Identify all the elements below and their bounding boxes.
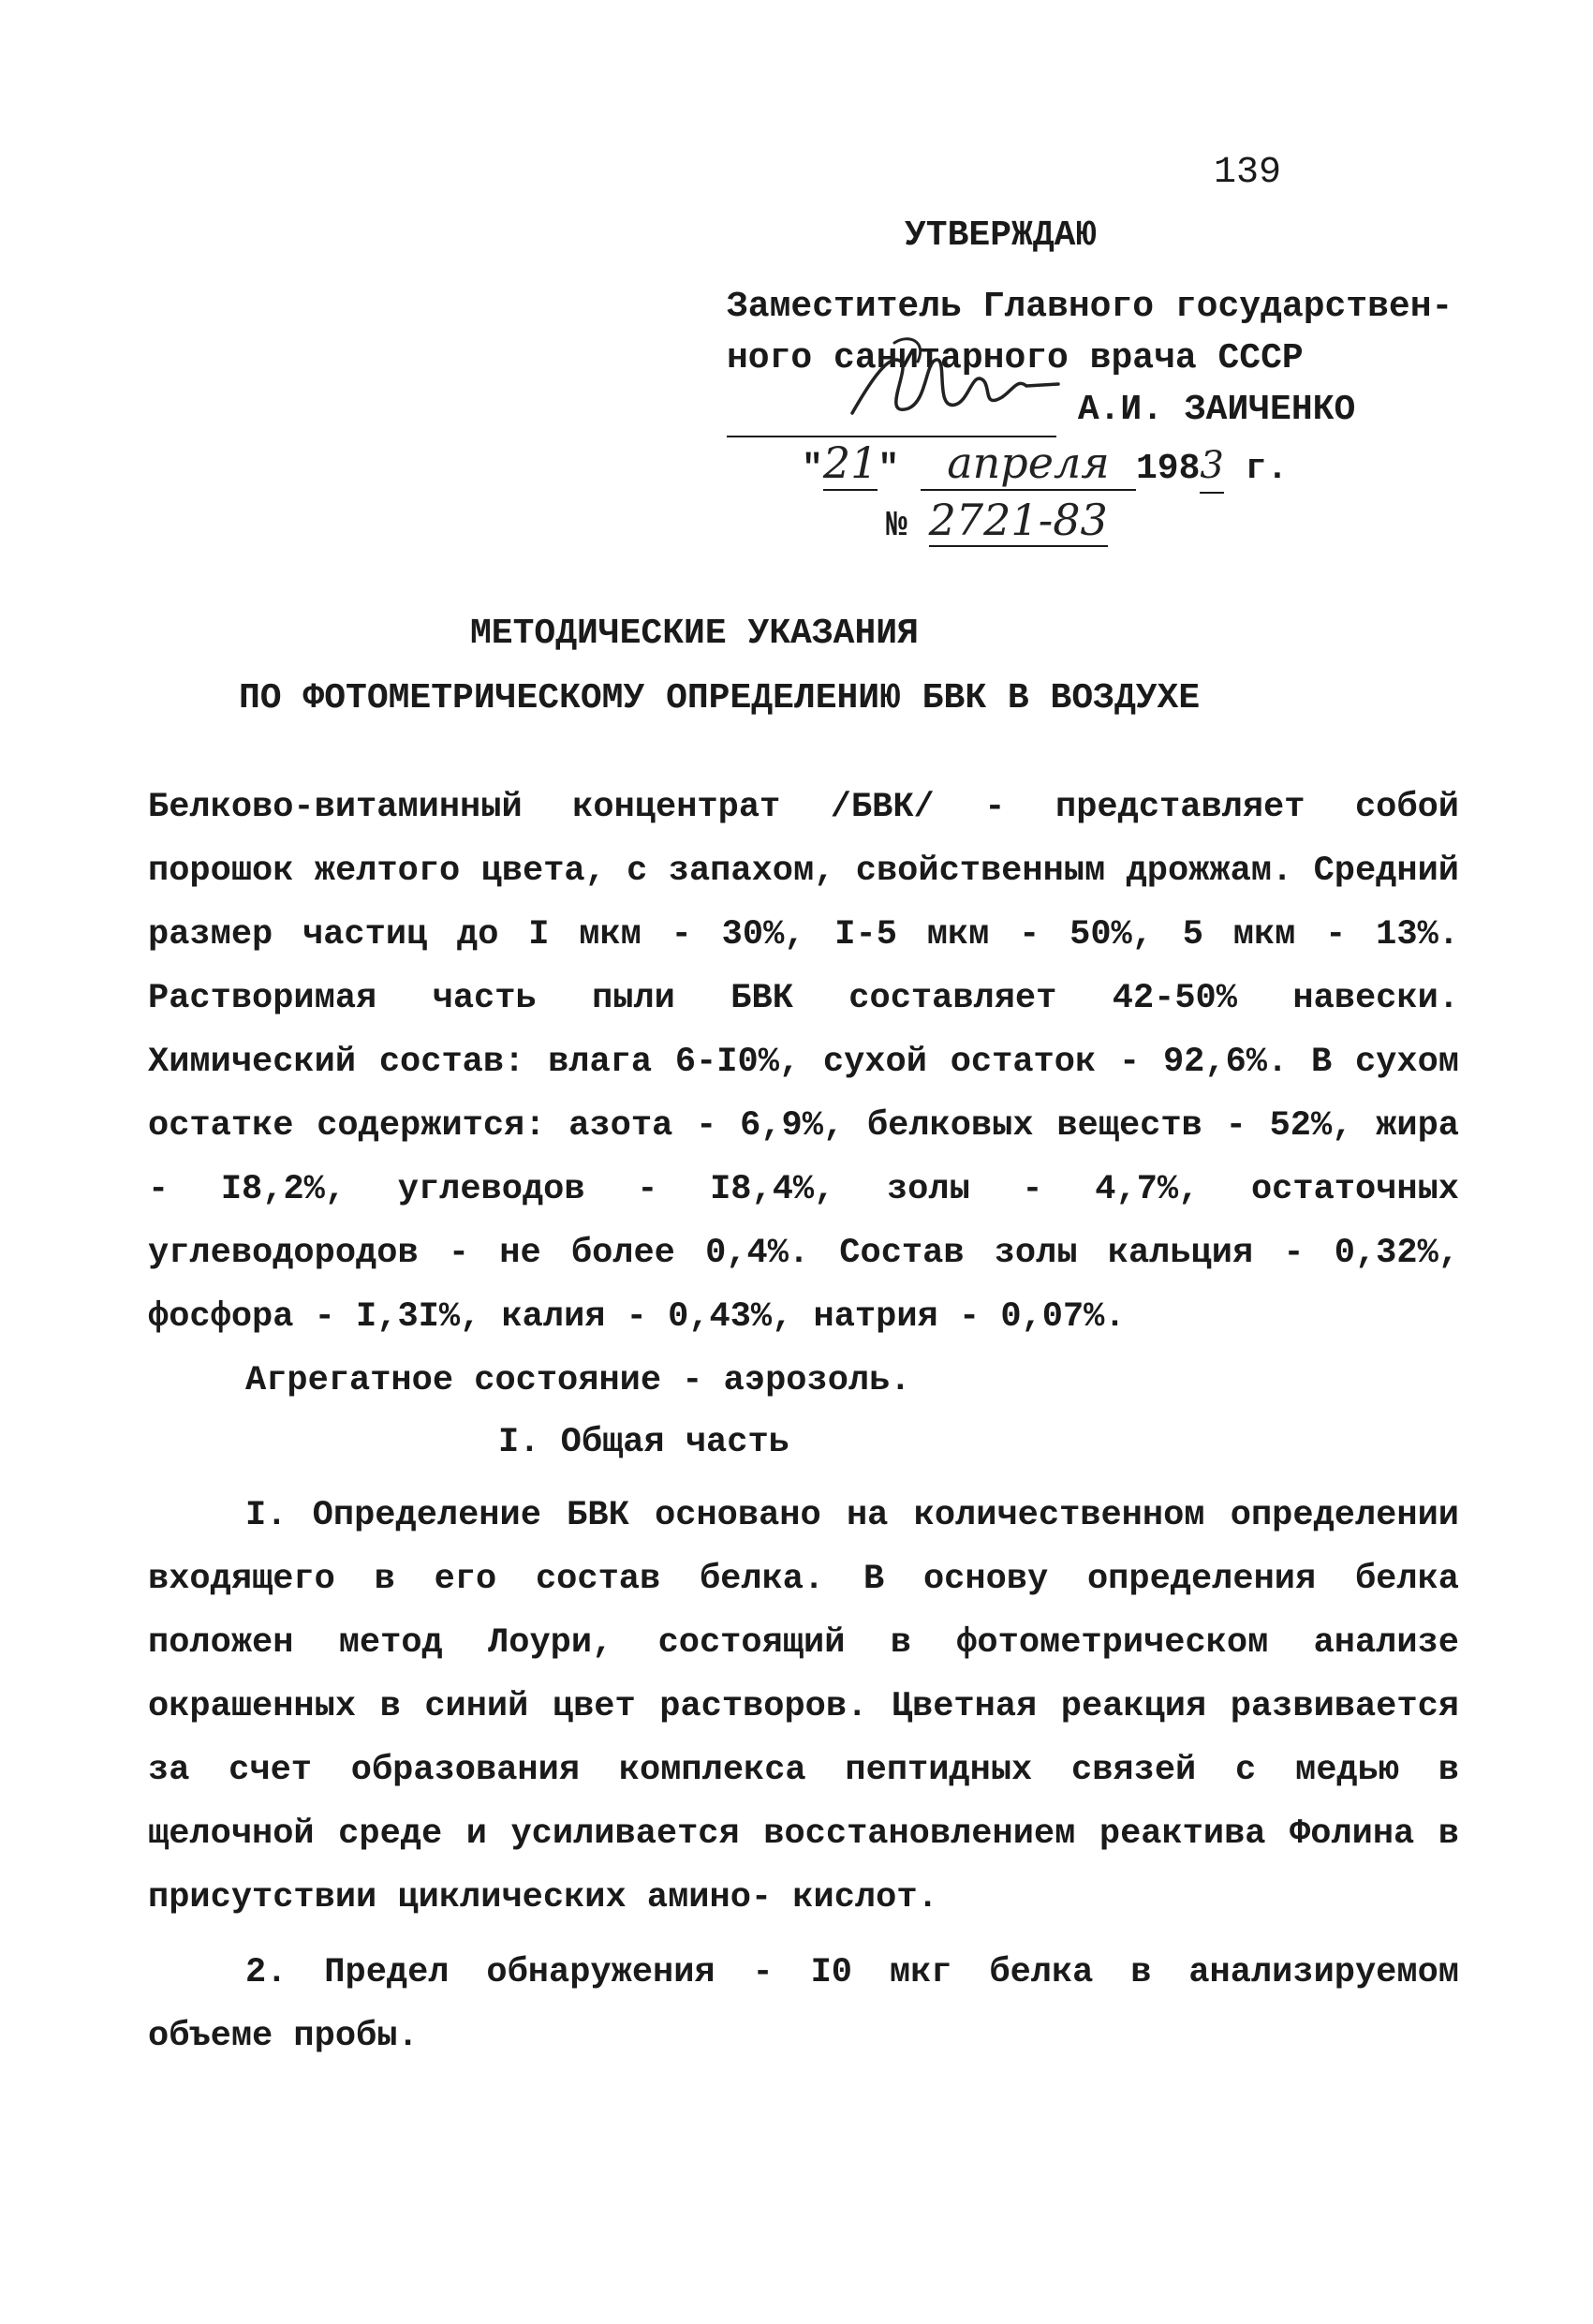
date-month: апреля	[921, 437, 1136, 491]
number-label: №	[886, 506, 907, 546]
section-item-2: 2. Предел обнаружения - I0 мкг белка в анализируемом объеме пробы.	[148, 1953, 1459, 2056]
signature-line	[727, 384, 1438, 437]
intro-paragraph: Белково-витаминный концентрат /БВК/ - представляет собой порошок желтого цвета, с запахом, свойственным дрожжам. Средний размер частиц до I мкм - 30%, I-5 мкм - 50%, 5 мкм - 13%. Растворимая часть пыли БВК составляет 42-50% навески. Химический состав: влага 6-I0%, сухой остаток - 92,6%. В сухом остатке содержится: азота - 6,9%, белковых веществ - 52%, жира - I8,2%, углеводов - I8,4%, золы - 4,7%, остаточных углеводородов - не более 0,4%. Состав золы кальция - 0,32%, фосфора - I,3I%, калия - 0,43%, натрия - 0,07%.	[148, 788, 1459, 1337]
title-line-1: МЕТОДИЧЕСКИЕ УКАЗАНИЯ	[470, 614, 919, 654]
title-line-2: ПО ФОТОМЕТРИЧЕСКОМУ ОПРЕДЕЛЕНИЮ БВК В ВОЗДУХЕ	[239, 678, 1201, 718]
handwritten-signature	[843, 324, 1068, 437]
approval-block	[727, 281, 1453, 552]
date-year-suffix: 3	[1200, 440, 1223, 494]
date-line: "21" апреля 1983 г.	[727, 437, 1438, 495]
aggregate-state: Агрегатное состояние - аэрозоль.	[245, 1361, 911, 1400]
position-line-1: Заместитель Главного государствен-	[727, 287, 1453, 327]
signatory-name: А.И. ЗАИЧЕНКО	[1077, 390, 1356, 430]
section-heading: I. Общая часть	[498, 1423, 789, 1462]
section-item-1: I. Определение БВК основано на количественном определении входящего в его состав белка. В основу определения белка положен метод Лоури, состоящий в фотометрическом анализе окрашенных в синий цвет растворов. Цветная реакция развивается за счет образования комплекса пептидных связей с медью в щелочной среде и усиливается восстановлением реактива Фолина в присутствии циклических амино- кислот.	[148, 1496, 1459, 1917]
approve-heading: УТВЕРЖДАЮ	[905, 215, 1098, 256]
date-day: 21	[823, 437, 878, 491]
document-body	[148, 776, 1459, 2068]
date-year-unit: г.	[1245, 449, 1289, 489]
position-line-2: ного санитарного врача СССР	[727, 338, 1304, 378]
page-number: 139	[1214, 152, 1282, 194]
number-line	[727, 495, 1438, 552]
document-number: 2721-83	[928, 495, 1108, 545]
date-year-prefix: 198	[1135, 449, 1201, 489]
